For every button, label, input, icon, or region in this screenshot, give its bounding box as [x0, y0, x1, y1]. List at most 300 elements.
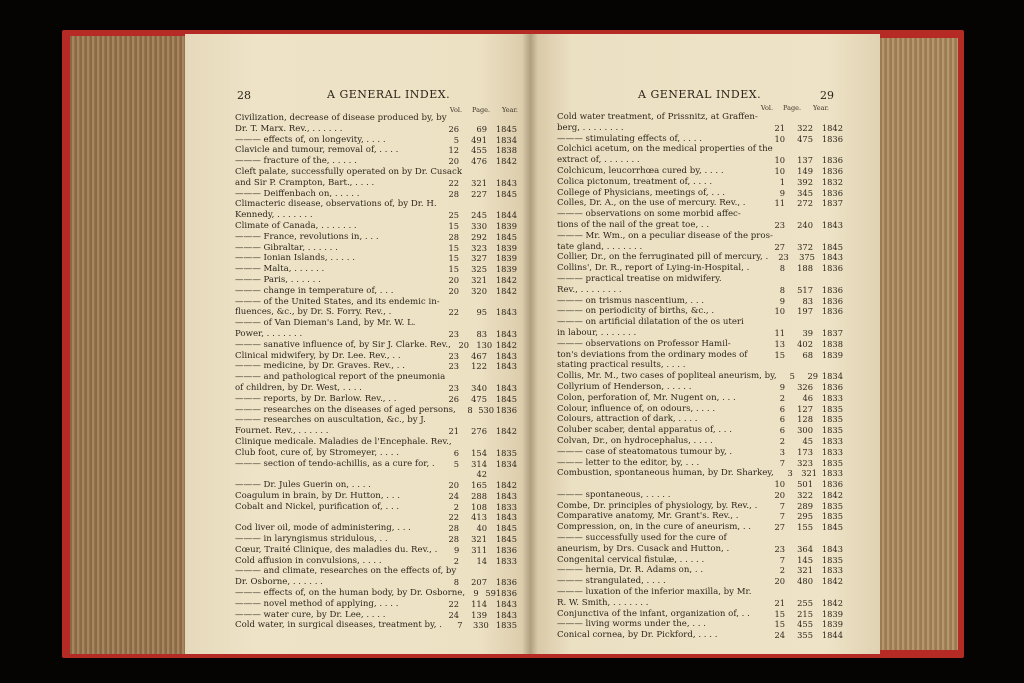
index-entry: [235, 297, 517, 308]
entry-text: ——— Deiffenbach on, . . . . .: [235, 188, 360, 199]
entry-page: 149: [797, 165, 813, 176]
page-edges-left: [70, 36, 192, 654]
entry-year: 1836: [821, 165, 843, 176]
index-entry: [557, 220, 843, 231]
entry-text: Cold water treatment, of Prissnitz, at Graffen-: [557, 112, 758, 122]
entry-year: 1845: [821, 522, 843, 533]
index-entry: [235, 264, 517, 275]
index-entry: [557, 188, 843, 199]
entry-page: 300: [797, 425, 813, 436]
index-entry: [235, 189, 517, 200]
entry-volume: 9: [473, 588, 479, 599]
entry-page: 59: [485, 588, 496, 599]
entry-text: ——— Malta, . . . . . .: [235, 264, 325, 275]
index-entry: [235, 210, 517, 221]
entry-page: 517: [797, 284, 813, 295]
entry-year: 1835: [821, 511, 843, 522]
entry-page: 467: [471, 350, 487, 361]
entry-page: 321: [797, 565, 813, 576]
index-entry: [235, 135, 517, 146]
entry-year: 1835: [821, 500, 843, 511]
index-entry: [557, 447, 843, 458]
entry-volume: 7: [457, 620, 463, 631]
entry-year: 1839: [821, 349, 843, 360]
entry-year: 1845: [495, 523, 517, 534]
entry-volume: 21: [448, 426, 459, 437]
entry-page: 139: [471, 609, 487, 620]
entry-page: 402: [797, 338, 813, 349]
entry-year: 1834: [821, 371, 843, 382]
entry-page: 197: [797, 306, 813, 317]
entry-volume: 24: [774, 630, 785, 641]
entry-year: 1833: [821, 468, 843, 479]
entry-year: 1835: [821, 425, 843, 436]
entry-text: Cold water, in surgical diseases, treatment by, .: [235, 620, 442, 631]
entry-volume: 11: [774, 327, 785, 338]
index-entry: [557, 242, 843, 253]
index-entry: [557, 123, 843, 134]
right-page: [530, 34, 880, 654]
entry-page: 327: [471, 253, 487, 264]
entry-text: Cobalt and Nickel, purification of, . . .: [235, 501, 400, 512]
entry-volume: 23: [778, 252, 789, 263]
entry-page: 128: [797, 414, 813, 425]
index-entry: [235, 545, 517, 556]
entry-text: ——— of the United States, and its endemic in-: [235, 296, 440, 307]
entry-text: ton's deviations from the ordinary modes of: [557, 349, 748, 360]
entry-page: 413: [471, 512, 487, 523]
entry-text: ——— Dr. Jules Guerin on, . . . .: [235, 480, 371, 491]
entry-volume: 2: [453, 555, 459, 566]
index-entry: [235, 383, 517, 394]
index-entry: [557, 306, 843, 317]
entry-page: 95: [476, 307, 487, 318]
index-entry: [235, 588, 517, 599]
index-entry: [235, 437, 517, 448]
entry-volume: 23: [774, 219, 785, 230]
entry-page: 475: [471, 393, 487, 404]
entry-page: 320: [471, 285, 487, 296]
entry-text: ——— on trismus nascentium, . . .: [557, 295, 705, 306]
entry-year: 1842: [821, 122, 843, 133]
page-edges-right: [870, 38, 958, 650]
entry-year: 1832: [821, 176, 843, 187]
entry-text: Power, . . . . . . .: [235, 328, 303, 339]
index-entry: [557, 285, 843, 296]
entry-text: aneurism, by Drs. Cusack and Hutton, .: [557, 543, 730, 554]
entry-volume: 7: [779, 500, 785, 511]
index-entry: [235, 620, 517, 631]
index-entry: [557, 630, 843, 641]
entry-text: Colours, attraction of dark, . . . .: [557, 414, 698, 425]
entry-year: 1842: [821, 489, 843, 500]
entry-text: Dr. T. Marx. Rev., . . . . . .: [235, 123, 343, 134]
entry-text: ——— in laryngismus stridulous, . .: [235, 534, 388, 545]
entry-year: 1842: [495, 285, 517, 296]
entry-year: 1836: [495, 404, 517, 415]
entry-text: Coagulum in brain, by Dr. Hutton, . . .: [235, 490, 400, 501]
index-entry: [235, 243, 517, 254]
index-entry: [557, 565, 843, 576]
entry-text: ——— successfully used for the cure of: [557, 533, 727, 544]
left-page-number: 28: [237, 89, 251, 102]
entry-page: 323: [471, 242, 487, 253]
entry-text: Rev., . . . . . . . .: [557, 284, 622, 295]
entry-text: Kennedy, . . . . . . .: [235, 210, 313, 221]
entry-volume: 28: [448, 231, 459, 242]
entry-volume: 20: [448, 274, 459, 285]
index-entry: [235, 394, 517, 405]
entry-text: ——— water cure, by Dr. Lee, . . . .: [235, 609, 386, 620]
entry-year: 1833: [495, 555, 517, 566]
entry-text: stating practical results, . . . .: [557, 360, 686, 371]
entry-year: 1834: [495, 458, 517, 469]
entry-page: 330: [473, 620, 489, 631]
entry-volume: 22: [448, 512, 459, 523]
left-page: [185, 34, 530, 654]
entry-year: 1836: [495, 544, 517, 555]
entry-year: 1839: [821, 619, 843, 630]
entry-text: Coluber scaber, dental apparatus of, . . .: [557, 425, 732, 436]
entry-text: ——— medicine, by Dr. Graves. Rev., . .: [235, 361, 405, 372]
entry-year: 1845: [495, 231, 517, 242]
entry-volume: 20: [774, 489, 785, 500]
entry-text: ——— Gibraltar, . . . . . .: [235, 242, 338, 253]
entry-volume: 23: [448, 382, 459, 393]
entry-year: 1845: [495, 393, 517, 404]
index-entry: [235, 556, 517, 567]
entry-volume: 24: [448, 490, 459, 501]
entry-text: Club foot, cure of, by Stromeyer, . . . .: [235, 447, 399, 458]
entry-volume: 8: [467, 404, 473, 415]
index-entry: [235, 502, 517, 513]
index-entry: [235, 340, 517, 351]
entry-volume: 25: [448, 210, 459, 221]
entry-year: 1835: [495, 447, 517, 458]
index-entry: [557, 274, 843, 285]
index-entry: [235, 415, 517, 426]
index-entry: [557, 155, 843, 166]
index-entry: [235, 361, 517, 372]
left-index-list: [235, 113, 517, 631]
entry-volume: 22: [448, 307, 459, 318]
col-page: Page.: [471, 106, 491, 114]
entry-year: 1839: [495, 220, 517, 231]
index-entry: [557, 501, 843, 512]
entry-text: Cod liver oil, mode of administering, . . .: [235, 523, 411, 534]
index-entry: [235, 124, 517, 135]
index-entry: [557, 511, 843, 522]
entry-text: ——— reports, by Dr. Barlow. Rev., . .: [235, 393, 397, 404]
entry-year: 1834: [495, 134, 517, 145]
index-entry: [235, 221, 517, 232]
entry-volume: 23: [774, 543, 785, 554]
index-entry: [235, 599, 517, 610]
entry-year: 1836: [821, 295, 843, 306]
entry-page: 68: [802, 349, 813, 360]
entry-page: 272: [797, 198, 813, 209]
index-entry: [235, 329, 517, 340]
index-entry: [235, 351, 517, 362]
entry-year: 1836: [821, 306, 843, 317]
entry-text: ——— observations on Professor Hamil-: [557, 338, 731, 349]
entry-text: and Sir P. Crampton, Bart., . . . .: [235, 177, 375, 188]
entry-volume: 20: [774, 576, 785, 587]
entry-volume: 23: [448, 361, 459, 372]
entry-volume: 23: [448, 350, 459, 361]
entry-volume: 23: [448, 328, 459, 339]
entry-page: 165: [471, 480, 487, 491]
entry-year: 1843: [495, 361, 517, 372]
entry-text: ——— novel method of applying, . . . .: [235, 598, 399, 609]
index-entry: [235, 448, 517, 459]
entry-page: 154: [471, 447, 487, 458]
right-page-number: 29: [820, 89, 834, 102]
entry-volume: 8: [779, 284, 785, 295]
entry-year: 1836: [495, 577, 517, 588]
entry-volume: 10: [774, 165, 785, 176]
entry-text: Congenital cervical fistulæ, . . . . .: [557, 554, 705, 565]
entry-volume: 11: [774, 198, 785, 209]
index-entry: [235, 566, 517, 577]
entry-text: Clinical midwifery, by Dr. Lee. Rev., . .: [235, 350, 401, 361]
entry-page: 321: [471, 177, 487, 188]
entry-volume: 8: [453, 577, 459, 588]
index-entry: [235, 523, 517, 534]
index-entry: [557, 263, 843, 274]
entry-text: Clinique medicale. Maladies de l'Encephale. Rev.,: [235, 436, 452, 447]
entry-year: 1835: [821, 457, 843, 468]
entry-year: 1843: [821, 252, 843, 263]
entry-text: Compression, on, in the cure of aneurism, . .: [557, 522, 752, 533]
entry-volume: 9: [779, 381, 785, 392]
entry-page: 14: [476, 555, 487, 566]
index-entry: [557, 458, 843, 469]
entry-year: 1845: [495, 123, 517, 134]
entry-year: 1839: [495, 253, 517, 264]
index-entry: [557, 328, 843, 339]
entry-page: 245: [471, 210, 487, 221]
entry-page: 295: [797, 511, 813, 522]
entry-year: 1843: [495, 609, 517, 620]
entry-text: Cleft palate, successfully operated on by Dr. Cusack: [235, 166, 463, 177]
index-entry: [235, 307, 517, 318]
entry-text: ——— Paris, . . . . . .: [235, 274, 321, 285]
entry-year: 1842: [495, 480, 517, 491]
entry-text: ——— and pathological report of the pneumonia: [235, 372, 446, 383]
entry-page: 108: [471, 501, 487, 512]
index-entry: [235, 275, 517, 286]
entry-text: R. W. Smith, . . . . . . .: [557, 597, 649, 608]
entry-page: 476: [471, 156, 487, 167]
entry-text: ——— researches on auscultation, &c., by J.: [235, 415, 426, 426]
entry-page: 530: [478, 404, 495, 415]
entry-volume: 10: [774, 133, 785, 144]
entry-volume: 2: [453, 501, 459, 512]
entry-text: ——— of Van Dieman's Land, by Mr. W. L.: [235, 318, 416, 329]
col-vol: Vol.: [760, 104, 774, 112]
index-entry: [557, 425, 843, 436]
entry-page: 255: [797, 597, 813, 608]
entry-year: 1833: [821, 392, 843, 403]
entry-text: ——— luxation of the inferior maxilla, by Mr.: [557, 587, 752, 598]
entry-text: Conical cornea, by Dr. Pickford, . . . .: [557, 630, 718, 641]
entry-volume: 28: [448, 188, 459, 199]
col-vol: Vol.: [449, 106, 463, 114]
entry-year: 1839: [495, 242, 517, 253]
entry-page: 46: [802, 392, 813, 403]
entry-page: 227: [471, 188, 487, 199]
index-entry: [235, 610, 517, 621]
index-entry: [557, 317, 843, 328]
entry-text: ——— on artificial dilatation of the os uteri: [557, 317, 744, 328]
entry-year: 1838: [495, 145, 517, 156]
entry-year: 1835: [495, 620, 517, 631]
entry-text: ——— sanative influence of, by Sir J. Clarke. Rev.,: [235, 339, 451, 350]
entry-page: 325: [471, 264, 487, 275]
entry-volume: 6: [453, 447, 459, 458]
entry-volume: 15: [448, 220, 459, 231]
entry-page: 322: [797, 122, 813, 133]
entry-volume: 15: [448, 242, 459, 253]
entry-text: Colvan, Dr., on hydrocephalus, . . . .: [557, 435, 713, 446]
entry-volume: 1: [779, 176, 785, 187]
entry-page: 155: [797, 522, 813, 533]
entry-volume: 28: [448, 534, 459, 545]
entry-volume: 15: [774, 349, 785, 360]
entry-text: ——— France, revolutions in, . . .: [235, 231, 379, 242]
entry-volume: 10: [774, 479, 785, 490]
entry-volume: 8: [779, 263, 785, 274]
entry-year: 1843: [821, 219, 843, 230]
entry-year: 1836: [821, 263, 843, 274]
index-entry: [235, 577, 517, 588]
entry-volume: 10: [774, 155, 785, 166]
entry-year: 1845: [495, 534, 517, 545]
entry-page: 321: [801, 468, 818, 479]
index-entry: [235, 167, 517, 178]
index-entry: [557, 166, 843, 177]
entry-year: 1843: [495, 328, 517, 339]
entry-year: 1837: [821, 198, 843, 209]
entry-volume: 27: [774, 241, 785, 252]
entry-text: Colchicum, leucorrhœa cured by, . . . .: [557, 165, 724, 176]
entry-page: 480: [797, 576, 813, 587]
entry-year: 1845: [821, 241, 843, 252]
index-entry: [235, 232, 517, 243]
entry-page: 288: [471, 490, 487, 501]
index-entry: [235, 480, 517, 491]
entry-year: 1835: [821, 414, 843, 425]
entry-page: 83: [802, 295, 813, 306]
entry-text: Colica pictonum, treatment of, . . . .: [557, 176, 713, 187]
entry-text: ——— living worms under the, . . .: [557, 619, 707, 630]
entry-text: tate gland, . . . . . . .: [557, 241, 643, 252]
index-entry: [235, 512, 517, 523]
entry-volume: 6: [779, 403, 785, 414]
index-entry: [235, 372, 517, 383]
index-entry: [557, 371, 843, 382]
entry-text: Fournet. Rev., . . . . . .: [235, 426, 329, 437]
entry-page: 330: [471, 220, 487, 231]
index-entry: [235, 113, 517, 124]
entry-text: Collins', Dr. R., report of Lying-in-Hospital, .: [557, 263, 750, 274]
entry-text: ——— spontaneous, . . . . .: [557, 489, 671, 500]
index-entry: [557, 544, 843, 555]
entry-volume: 6: [779, 425, 785, 436]
entry-text: Cold affusion in convulsions, . . . .: [235, 555, 382, 566]
entry-volume: 22: [448, 177, 459, 188]
index-entry: [557, 177, 843, 188]
entry-page: 501: [797, 479, 813, 490]
entry-page: 375: [799, 252, 815, 263]
left-page-header: A GENERAL INDEX.: [327, 88, 451, 101]
entry-volume: 20: [448, 480, 459, 491]
entry-page: 491: [471, 134, 487, 145]
entry-text: ——— letter to the editor, by, . . .: [557, 457, 700, 468]
entry-volume: 22: [448, 598, 459, 609]
entry-text: ——— observations on some morbid affec-: [557, 209, 741, 220]
entry-year: 1843: [821, 543, 843, 554]
index-entry: [557, 619, 843, 630]
entry-page: 289: [797, 500, 813, 511]
entry-page: 311: [471, 544, 488, 555]
entry-year: 1833: [821, 446, 843, 457]
index-entry: [557, 296, 843, 307]
entry-year: 1833: [821, 435, 843, 446]
entry-page: 326: [797, 381, 813, 392]
entry-page: 276: [471, 426, 487, 437]
entry-text: Clavicle and tumour, removal of, . . . .: [235, 145, 399, 156]
entry-text: ——— Ionian Islands, . . . . .: [235, 253, 355, 264]
entry-text: ——— effects of, on longevity, . . . .: [235, 134, 386, 145]
entry-text: extract of, . . . . . . .: [557, 155, 640, 166]
entry-year: 1844: [495, 210, 517, 221]
entry-text: ——— hernia, Dr. R. Adams on, . .: [557, 565, 704, 576]
entry-text: in labour, . . . . . . .: [557, 327, 637, 338]
entry-page: 392: [797, 176, 813, 187]
entry-text: ——— section of tendo-achillis, as a cure for, .: [235, 458, 435, 469]
entry-text: Dr. Osborne, . . . . . .: [235, 577, 323, 588]
entry-text: College of Physicians, meetings of, . . .: [557, 187, 726, 198]
index-entry: [557, 468, 843, 479]
entry-page: 455: [797, 619, 813, 630]
entry-text: Colour, influence of, on odours, . . . .: [557, 403, 716, 414]
entry-volume: 3: [779, 446, 785, 457]
entry-volume: 10: [774, 306, 785, 317]
entry-page: 292: [471, 231, 487, 242]
entry-year: 1839: [821, 608, 843, 619]
entry-page: 122: [471, 361, 487, 372]
index-entry: [235, 178, 517, 189]
index-entry: [557, 339, 843, 350]
entry-text: tions of the nail of the great toe, . .: [557, 219, 710, 230]
index-entry: [235, 253, 517, 264]
entry-page: 188: [797, 263, 813, 274]
entry-text: Colon, perforation of, Mr. Nugent on, . . .: [557, 392, 736, 403]
entry-page: 340: [471, 382, 487, 393]
entry-year: 1842: [495, 339, 517, 350]
index-entry: [557, 350, 843, 361]
entry-year: 1842: [821, 597, 843, 608]
right-column-headers: [756, 104, 836, 112]
entry-year: 1836: [821, 479, 843, 490]
entry-year: 1843: [495, 490, 517, 501]
entry-page: 321: [471, 534, 487, 545]
entry-text: ——— effects of, on the human body, by Dr. Osborne,: [235, 588, 466, 599]
entry-text: Collis, Mr. M., two cases of popliteal aneurism, by,: [557, 371, 777, 382]
entry-volume: 3: [787, 468, 793, 479]
